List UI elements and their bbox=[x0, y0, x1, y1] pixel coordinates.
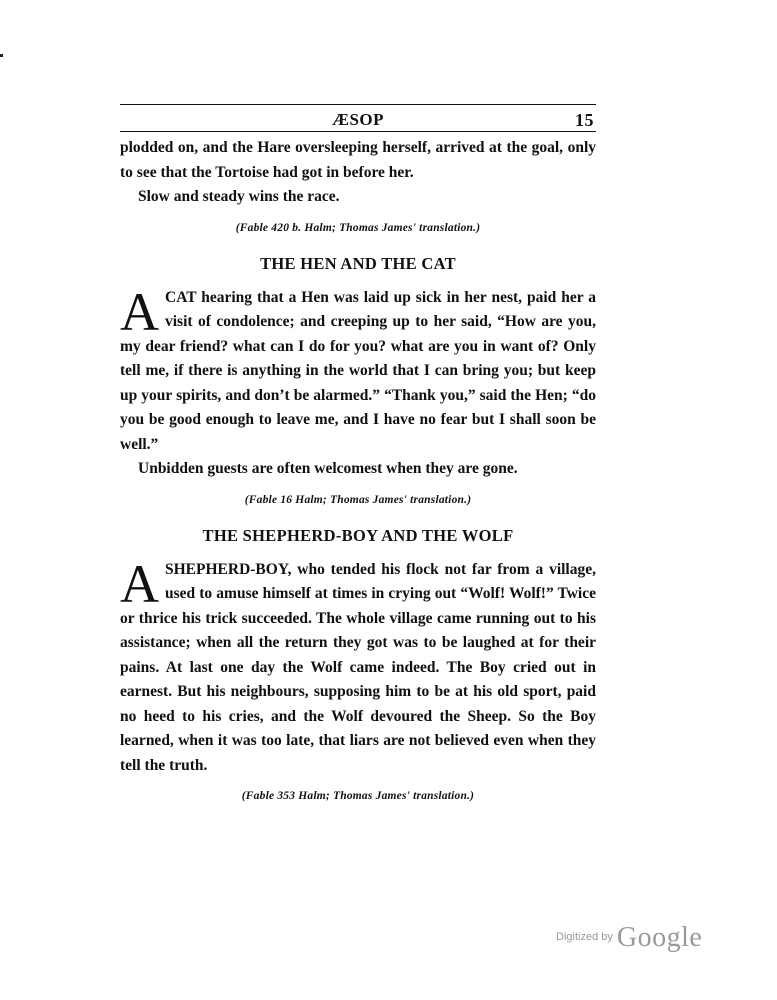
moral-tortoise-hare: Slow and steady wins the race. bbox=[138, 188, 340, 205]
running-head bbox=[120, 105, 596, 131]
fable-body-hen-cat bbox=[120, 281, 596, 458]
google-logo: Google bbox=[616, 922, 703, 953]
digitized-watermark bbox=[556, 922, 702, 954]
fable-body-shepherd-wolf bbox=[120, 553, 596, 779]
page-number: 15 bbox=[575, 110, 594, 130]
watermark-prefix: Digitized by bbox=[556, 931, 613, 943]
fable-title-hen-cat: THE HEN AND THE CAT bbox=[260, 253, 456, 273]
dropcap-hen-cat: A bbox=[120, 281, 159, 342]
running-title: ÆSOP bbox=[331, 110, 385, 129]
fable-title-shepherd-wolf: THE SHEPHERD-BOY AND THE WOLF bbox=[202, 525, 514, 545]
dropcap-shepherd-wolf: A bbox=[120, 553, 159, 614]
citation-fable-353: (Fable 353 Halm; Thomas James' translation.) bbox=[241, 790, 475, 802]
citation-fable-420: (Fable 420 b. Halm; Thomas James' translation.) bbox=[235, 221, 481, 234]
book-page bbox=[120, 104, 596, 822]
fable-text-hen-cat: CAT hearing that a Hen was laid up sick in her nest, paid her a visit of condolence; and creeping up to her said, “How are you, my dear friend? what can I do for you? what are you in want of? Only tell me, if there is anything in the world that I can bring you; but keep up your spirits, and don’t be alarmed.” “Thank you,” said the Hen; “do you be good enough to leave me, and I have no fear but I shall soon be well.” bbox=[120, 288, 596, 453]
header-rule-bottom bbox=[120, 131, 596, 132]
fable-text-shepherd-wolf: SHEPHERD-BOY, who tended his flock not far from a village, used to amuse himself at times in crying out “Wolf! Wolf!” Twice or thrice his trick succeeded. The whole village came running out to his assistance; when all the return they got was to be laughed at for their pains. At last one day the Wolf came indeed. The Boy cried out in earnest. But his neighbours, supposing him to be at his old sport, paid no heed to his cries, and the Wolf devoured the Sheep. So the Boy learned, when it was too late, that liars are not believed even when they tell the truth. bbox=[120, 560, 596, 774]
citation-fable-16: (Fable 16 Halm; Thomas James' translation.) bbox=[244, 493, 472, 506]
scan-edge-mark bbox=[0, 54, 3, 57]
continued-paragraph: plodded on, and the Hare oversleeping herself, arrived at the goal, only to see that the Tortoise had got in before her. bbox=[120, 139, 596, 181]
moral-hen-cat: Unbidden guests are often welcomest when they are gone. bbox=[138, 460, 518, 477]
